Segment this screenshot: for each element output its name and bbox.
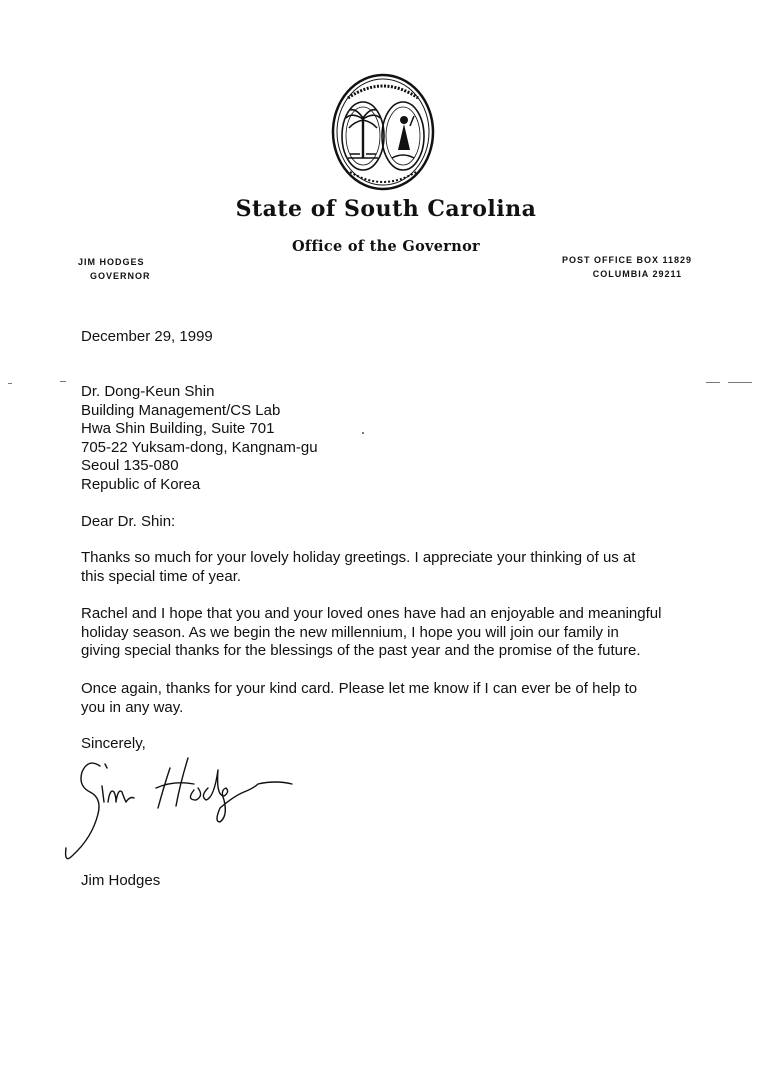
paragraph-line: Rachel and I hope that you and your loved ones have had an enjoyable and meaningful	[81, 605, 662, 622]
scan-speck	[728, 382, 752, 383]
scan-speck	[8, 383, 12, 384]
address-line: Republic of Korea	[81, 475, 201, 493]
body-paragraph	[81, 605, 661, 661]
paragraph-line: Once again, thanks for your kind card. Please let me know if I can ever be of help to	[81, 680, 638, 697]
po-box: POST OFFICE BOX 11829	[561, 255, 692, 265]
letterhead-title: State of South Carolina	[235, 196, 537, 222]
governor-title: GOVERNOR	[90, 271, 151, 281]
scan-speck	[706, 382, 720, 383]
scan-speck	[60, 381, 66, 382]
scan-speck	[362, 432, 364, 434]
paragraph-line: holiday season. As we begin the new millennium, I hope you will join our family in	[81, 623, 619, 641]
governor-name: JIM HODGES	[78, 257, 145, 267]
body-paragraph	[81, 680, 637, 717]
letterhead-subtitle: Office of the Governor	[292, 238, 480, 255]
address-line: Hwa Shin Building, Suite 701	[81, 420, 275, 437]
address-line: Seoul 135-080	[81, 457, 179, 474]
paragraph-line: this special time of year.	[81, 567, 242, 585]
address-line: Dr. Dong-Keun Shin	[81, 383, 215, 400]
address-line: 705-22 Yuksam-dong, Kangnam-gu	[81, 438, 318, 456]
salutation: Dear Dr. Shin:	[81, 513, 176, 530]
closing: Sincerely,	[81, 735, 146, 752]
signer-name: Jim Hodges	[81, 872, 161, 889]
address-line: Building Management/CS Lab	[81, 401, 281, 419]
paragraph-line: Thanks so much for your lovely holiday greetings. I appreciate your thinking of us at	[81, 549, 636, 566]
state-seal-icon	[330, 72, 436, 192]
signature-icon	[58, 752, 298, 867]
letter-date: December 29, 1999	[81, 328, 213, 345]
body-paragraph	[81, 549, 635, 586]
city-zip: COLUMBIA 29211	[592, 269, 682, 279]
paragraph-line: giving special thanks for the blessings of the past year and the promise of the future.	[81, 642, 641, 659]
paragraph-line: you in any way.	[81, 698, 184, 716]
recipient-address	[81, 383, 318, 494]
